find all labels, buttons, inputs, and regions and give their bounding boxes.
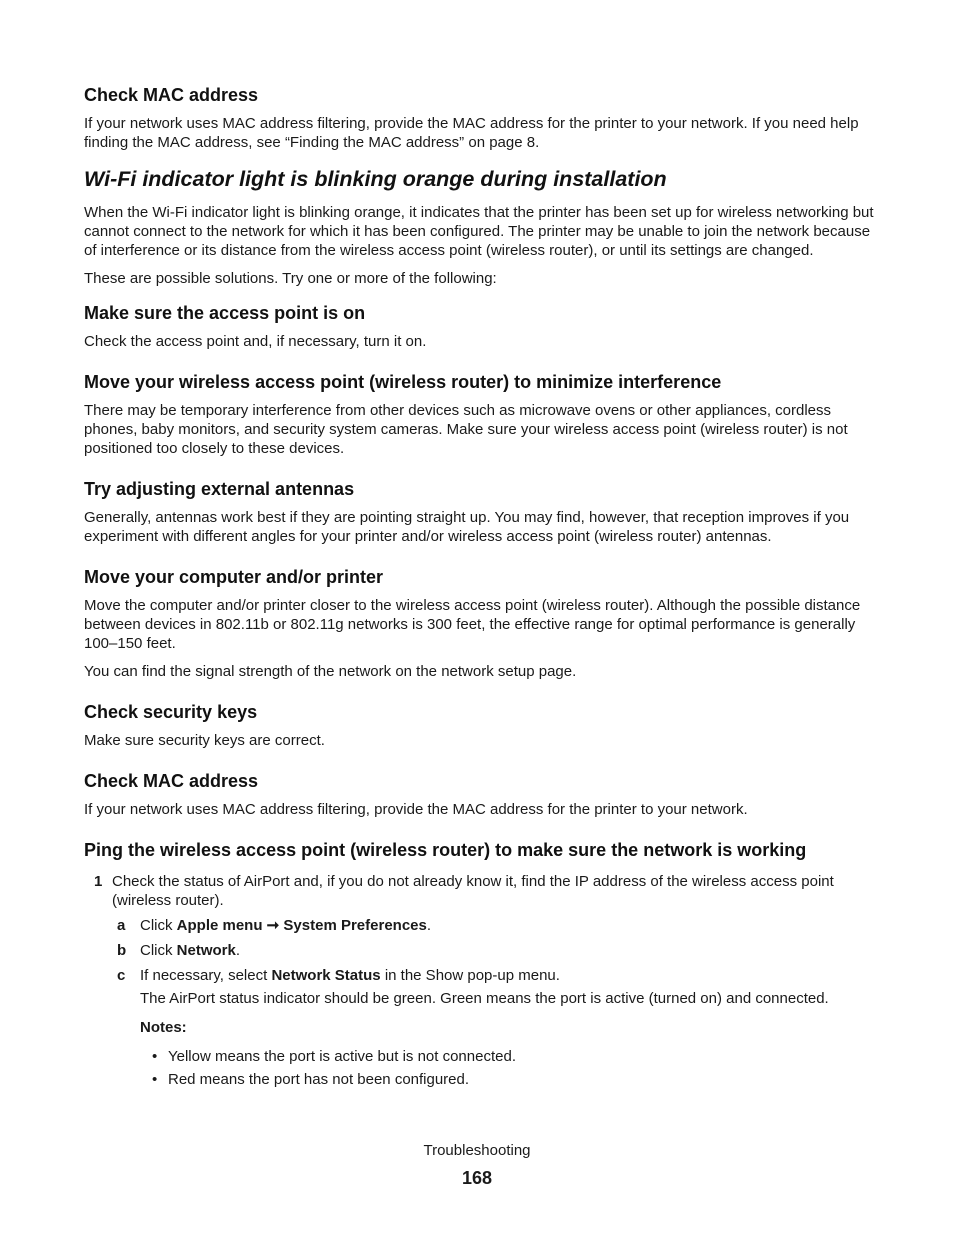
bullet-icon: • (152, 1048, 158, 1065)
notes-label: Notes: (140, 1019, 187, 1036)
list-item-text: Yellow means the port is active but is not connected. (168, 1048, 516, 1065)
substep-text: in the Show pop-up menu. (380, 967, 560, 984)
arrow-icon: ➞ (262, 917, 284, 934)
paragraph: Check the access point and, if necessary, turn it on. (84, 333, 427, 350)
menu-name: System Preferences (283, 917, 427, 934)
section-heading: Check MAC address (84, 85, 259, 105)
list-item-text: Red means the port has not been configured. (168, 1071, 470, 1088)
section-heading: Check MAC address (84, 771, 259, 791)
section-heading: Check security keys (84, 702, 258, 722)
section-heading: Try adjusting external antennas (84, 479, 355, 499)
paragraph: Make sure security keys are correct. (84, 732, 325, 749)
paragraph: There may be temporary interference from other devices such as microwave ovens or other appliances, cordless phones, baby monitors, and security system cameras. Make sure your wireless access point (wireless router) is not positioned too closely to these devices. (84, 402, 848, 457)
substep-letter: c (117, 967, 126, 984)
menu-name: Network Status (271, 967, 381, 984)
paragraph: These are possible solutions. Try one or more of the following: (84, 270, 497, 287)
topic-heading: Wi-Fi indicator light is blinking orange during installation (84, 167, 667, 191)
substep-text: Click (140, 942, 177, 959)
section-heading: Move your computer and/or printer (84, 567, 384, 587)
substep-text: Click (140, 917, 177, 934)
paragraph: Move the computer and/or printer closer to the wireless access point (wireless router). Although the possible distance between devices in 802.11b or 802.11g networks is 300 feet, the effective range for optimal performance is generally 100–150 feet. (84, 597, 861, 652)
page-number: 168 (461, 1168, 493, 1188)
section-heading: Move your wireless access point (wireless router) to minimize interference (84, 372, 722, 392)
substep-a (84, 916, 874, 935)
paragraph: If your network uses MAC address filtering, provide the MAC address for the printer to your network. (84, 801, 748, 818)
paragraph: You can find the signal strength of the network on the network setup page. (84, 663, 577, 680)
step-1 (84, 872, 874, 910)
list-item (84, 1047, 874, 1066)
list-item (84, 1070, 874, 1089)
substep-text: . (426, 917, 432, 934)
substep-c (84, 966, 874, 985)
section-heading: Ping the wireless access point (wireless router) to make sure the network is working (84, 840, 807, 860)
substep-text: If necessary, select (140, 967, 272, 984)
substep-letter: a (117, 917, 126, 934)
paragraph: If your network uses MAC address filtering, provide the MAC address for the printer to your network. If you need help finding the MAC address, see “Finding the MAC address” on page 8. (84, 115, 859, 151)
substep-letter: b (117, 942, 127, 959)
step-number: 1 (94, 873, 103, 890)
substep-continuation: The AirPort status indicator should be green. Green means the port is active (turned on) and connected. (140, 990, 829, 1007)
bullet-icon: • (152, 1071, 158, 1088)
menu-name: Apple menu (176, 917, 263, 934)
paragraph: Generally, antennas work best if they are pointing straight up. You may find, however, that reception improves if you experiment with different angles for your printer and/or wireless access point (wireless router) antennas. (84, 509, 850, 545)
step-text: Check the status of AirPort and, if you do not already know it, find the IP address of the wireless access point (wireless router). (112, 873, 834, 909)
section-heading: Make sure the access point is on (84, 303, 366, 323)
footer-chapter: Troubleshooting (423, 1142, 531, 1159)
substep-b (84, 941, 874, 960)
menu-name: Network (176, 942, 236, 959)
substep-text: . (235, 942, 241, 959)
page-content (84, 84, 874, 1089)
paragraph: When the Wi-Fi indicator light is blinking orange, it indicates that the printer has been set up for wireless networking but cannot connect to the network for which it has been configured. The printer may be unable to join the network because of interference or its distance from the wireless access point (wireless router), or until its settings are changed. (84, 204, 874, 259)
